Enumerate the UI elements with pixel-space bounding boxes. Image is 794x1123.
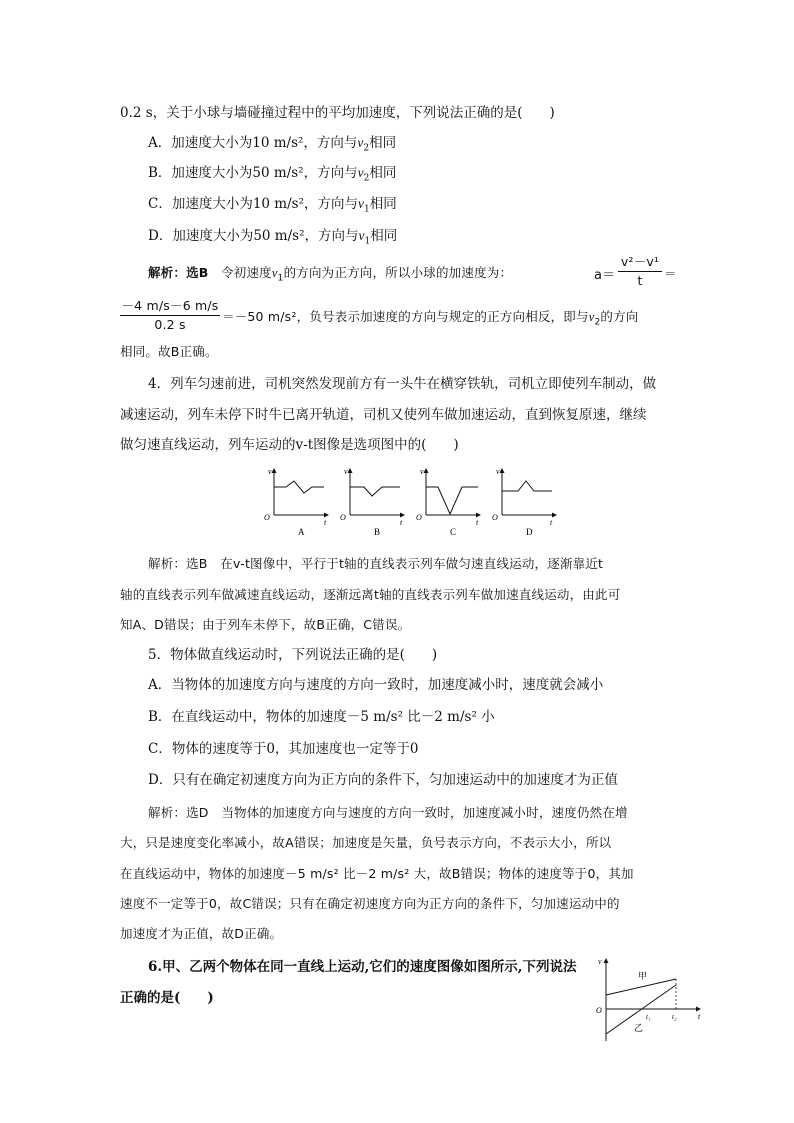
q6-jia-label: 甲 [638, 971, 648, 981]
q4-graph-c [416, 467, 480, 537]
q3-option-b: B．加速度大小为50 m/s²，方向与$v_2$相同 [148, 165, 397, 184]
q5-option-a: A．当物体的加速度方向与速度的方向一致时，加速度减小时，速度就会减小 [148, 677, 604, 693]
graph-a-origin: O [264, 513, 270, 522]
q6-velocity-graph [592, 955, 706, 1047]
q3-accel-symbol: a＝ [594, 268, 616, 283]
q6-t2-label: t₂ [672, 1013, 677, 1021]
q3-explanation-line2: ＝－50 m/s²，负号表示加速度的方向与规定的正方向相反，即与$v_2$的方向 [222, 309, 639, 328]
q3-explanation-line3: 相同。故B正确。 [120, 344, 218, 359]
q3-explanation-line1: 解析：选B 令初速度$v_1$的方向为正方向，所以小球的加速度为： [148, 265, 513, 284]
q5-explanation-line1: 解析：选D 当物体的加速度方向与速度的方向一致时，加速度减小时，速度仍然在增 [148, 805, 628, 820]
q4-graph-b [340, 467, 404, 537]
q4-graph-d [492, 467, 556, 537]
q5-option-c: C．物体的速度等于0，其加速度也一定等于0 [148, 741, 419, 757]
q3-option-d: D．加速度大小为50 m/s²，方向与$v_1$相同 [148, 228, 398, 247]
graph-a-label: A [298, 527, 305, 537]
q4-vt-graphs [258, 463, 558, 539]
graph-b-label: B [374, 527, 381, 537]
q4-explanation-line2: 轴的直线表示列车做减速直线运动，逐渐远离t轴的直线表示列车做加速直线运动，由此可 [120, 587, 621, 602]
q5-explanation-line3: 在直线运动中，物体的加速度－5 m/s² 比－2 m/s² 大，故B错误；物体的速度等于0，其加 [120, 866, 634, 881]
q5-explanation-line4: 速度不一定等于0，故C错误；只有在确定初速度方向为正方向的条件下，匀加速运动中的 [120, 896, 620, 911]
q3-numeric-fraction: －4 m/s－6 m/s 0.2 s [121, 298, 219, 332]
q6-origin: O [596, 1006, 602, 1015]
graph-d-label: D [526, 527, 533, 537]
q4-explanation-line1: 解析：选B 在v-t图像中，平行于t轴的直线表示列车做匀速直线运动，逐渐靠近t [148, 556, 604, 571]
q6-v-label: v [598, 957, 602, 966]
q4-stem-line2: 减速运动，列车未停下时牛已离开轨道，司机又使列车做加速运动，直到恢复原速，继续 [120, 407, 647, 423]
q5-option-b: B．在直线运动中，物体的加速度－5 m/s² 比－2 m/s² 小 [148, 709, 495, 725]
q3-formula-fraction: v²－v¹ t [618, 252, 662, 288]
q6-t-label: t [698, 1012, 701, 1021]
q3-option-c: C．加速度大小为10 m/s²，方向与$v_1$相同 [148, 196, 397, 215]
graph-c-label: C [450, 527, 457, 537]
q6-stem-line1: 6.甲、乙两个物体在同一直线上运动,它们的速度图像如图所示,下列说法 [148, 959, 577, 975]
q6-stem-line2: 正确的是( ) [120, 990, 214, 1006]
q4-explanation-line3: 知A、D错误；由于列车未停下，故B正确，C错误。 [120, 617, 411, 632]
graph-d-v-label: v [496, 467, 500, 476]
graph-d-t-label: t [550, 518, 553, 527]
graph-a-t-label: t [324, 518, 327, 527]
q4-stem-line3: 做匀速直线运动，列车运动的v-t图像是选项图中的( ) [120, 437, 459, 453]
q4-graph-a [264, 467, 328, 537]
q3-stem: 0.2 s，关于小球与墙碰撞过程中的平均加速度，下列说法正确的是( ) [120, 105, 555, 121]
q4-stem-line1: 4．列车匀速前进，司机突然发现前方有一头牛在横穿铁轨，司机立即使列车制动，做 [148, 376, 657, 392]
q5-explanation-line5: 加速度才为正值，故D正确。 [120, 926, 283, 941]
q3-option-a: A．加速度大小为10 m/s²，方向与$v_2$相同 [148, 135, 397, 154]
graph-c-t-label: t [476, 518, 479, 527]
graph-c-origin: O [416, 513, 422, 522]
q6-t1-label: t₁ [646, 1013, 651, 1021]
graph-c-v-label: v [420, 467, 424, 476]
graph-a-v-label: v [268, 467, 272, 476]
q6-yi-label: 乙 [634, 1023, 644, 1033]
q5-explanation-line2: 大，只是速度变化率减小，故A错误；加速度是矢量，负号表示方向，不表示大小，所以 [120, 835, 612, 850]
q5-stem: 5．物体做直线运动时，下列说法正确的是( ) [148, 647, 438, 663]
graph-d-origin: O [492, 513, 498, 522]
graph-b-t-label: t [400, 518, 403, 527]
graph-b-v-label: v [344, 467, 348, 476]
q3-equals: ＝ [664, 266, 677, 281]
graph-b-origin: O [340, 513, 346, 522]
q5-option-d: D．只有在确定初速度方向为正方向的条件下，匀加速运动中的加速度才为正值 [148, 772, 618, 788]
